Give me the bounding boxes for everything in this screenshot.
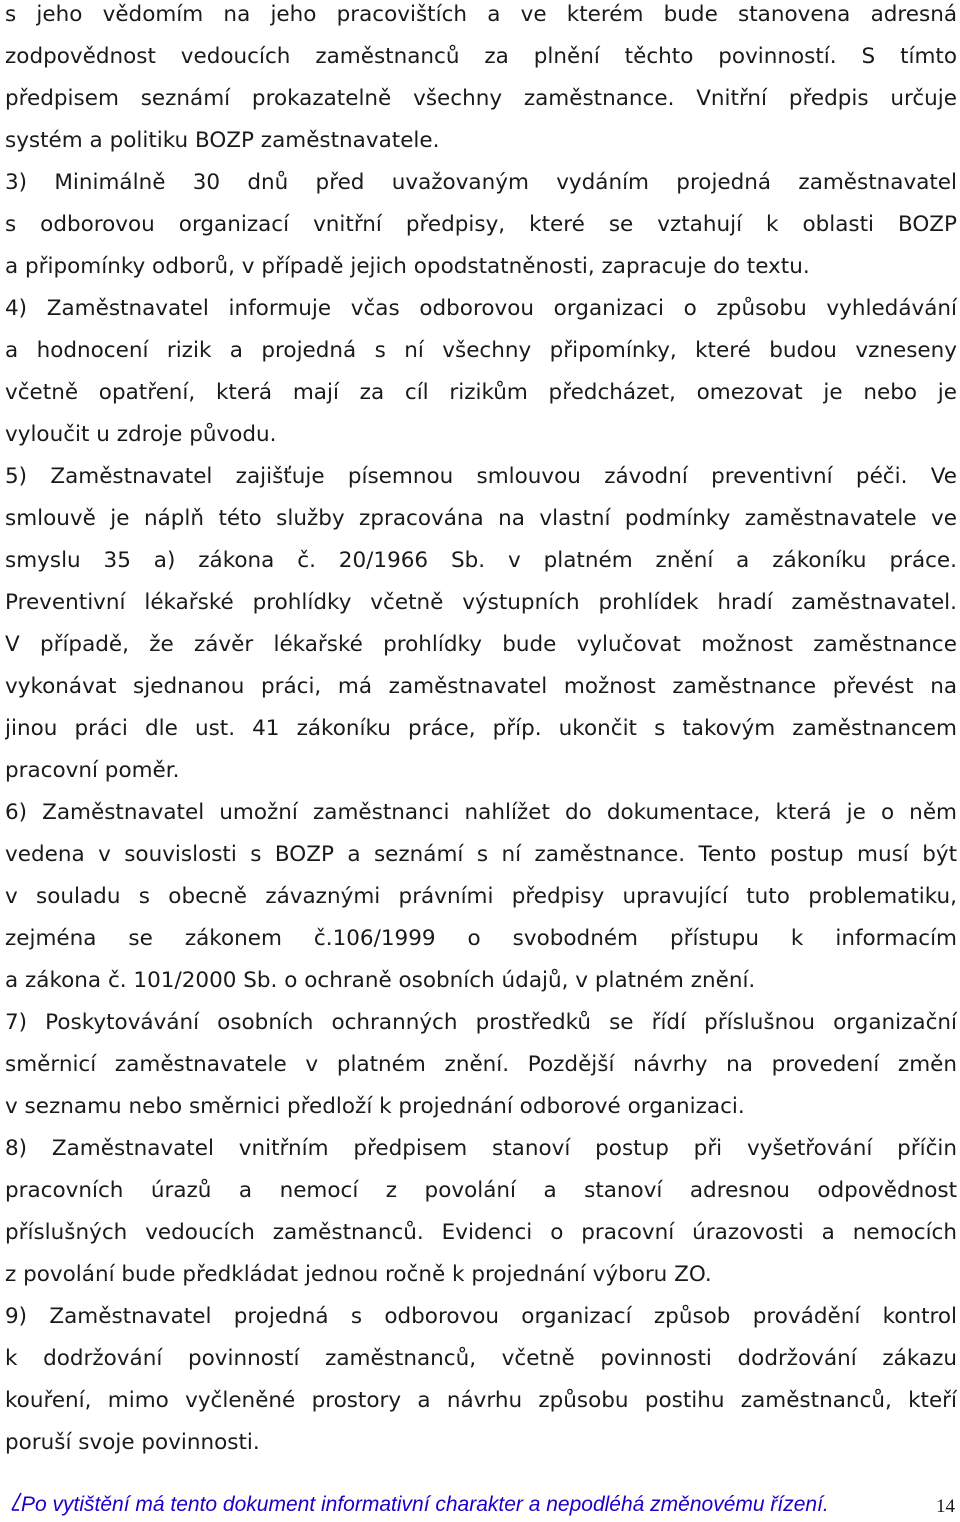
text-line: vedena v souvislosti s BOZP a seznámí s ní zaměstnance. Tento postup musí být (5, 842, 957, 867)
text-line: systém a politiku BOZP zaměstnavatele. (5, 128, 440, 153)
text-line: vyloučit u zdroje původu. (5, 422, 277, 447)
text-line: příslušných vedoucích zaměstnanců. Evidenci o pracovní úrazovosti a nemocích (5, 1220, 957, 1245)
text-line: 5) Zaměstnavatel zajišťuje písemnou smlouvou závodní preventivní péči. Ve (5, 464, 957, 489)
text-line: předpisem seznámí prokazatelně všechny zaměstnance. Vnitřní předpis určuje (5, 86, 957, 111)
text-line: Preventivní lékařské prohlídky včetně výstupních prohlídek hradí zaměstnavatel. (5, 590, 957, 615)
text-line: včetně opatření, která mají za cíl rizikům předcházet, omezovat je nebo je (5, 380, 957, 405)
text-line: 4) Zaměstnavatel informuje včas odborovou organizaci o způsobu vyhledávání (5, 296, 957, 321)
text-line: kouření, mimo vyčleněné prostory a návrhu způsobu postihu zaměstnanců, kteří (5, 1388, 957, 1413)
text-line: pracovní poměr. (5, 758, 180, 783)
text-line: smlouvě je náplň této služby zpracována na vlastní podmínky zaměstnavatele ve (5, 506, 957, 531)
text-line: 6) Zaměstnavatel umožní zaměstnanci nahlížet do dokumentace, která je o něm (5, 800, 957, 825)
text-line: 8) Zaměstnavatel vnitřním předpisem stanoví postup při vyšetřování příčin (5, 1136, 957, 1161)
text-line: poruší svoje povinnosti. (5, 1430, 260, 1455)
text-line: a zákona č. 101/2000 Sb. o ochraně osobních údajů, v platném znění. (5, 968, 756, 993)
page-footer (10, 1490, 955, 1520)
text-line: jinou práci dle ust. 41 zákoníku práce, příp. ukončit s takovým zaměstnancem (5, 716, 957, 741)
page-number: 14 (936, 1496, 955, 1517)
text-line: z povolání bude předkládat jednou ročně k projednání výboru ZO. (5, 1262, 712, 1287)
text-line: vykonávat sjednanou práci, má zaměstnavatel možnost zaměstnance převést na (5, 674, 957, 699)
text-line: a připomínky odborů, v případě jejich opodstatněnosti, zapracuje do textu. (5, 254, 810, 279)
text-line: zodpovědnost vedoucích zaměstnanců za plnění těchto povinností. S tímto (5, 44, 957, 69)
text-line: a hodnocení rizik a projedná s ní všechny připomínky, které budou vzneseny (5, 338, 957, 363)
text-line: v souladu s obecně závaznými právními předpisy upravující tuto problematiku, (5, 884, 957, 909)
text-line: v seznamu nebo směrnici předloží k projednání odborové organizaci. (5, 1094, 745, 1119)
text-line: s jeho vědomím na jeho pracovištích a ve kterém bude stanovena adresná (5, 2, 957, 27)
text-line: smyslu 35 a) zákona č. 20/1966 Sb. v platném znění a zákoníku práce. (5, 548, 957, 573)
text-line: 3) Minimálně 30 dnů před uvažovaným vydáním projedná zaměstnavatel (5, 170, 957, 195)
footer-note: Po vytištění má tento dokument informativní charakter a nepodléhá změnovému řízení. (21, 1493, 829, 1516)
text-line: 9) Zaměstnavatel projedná s odborovou organizací způsob provádění kontrol (5, 1304, 957, 1329)
text-line: 7) Poskytovávání osobních ochranných prostředků se řídí příslušnou organizační (5, 1010, 957, 1035)
text-line: k dodržování povinností zaměstnanců, včetně povinnosti dodržování zákazu (5, 1346, 957, 1371)
text-line: V případě, že závěr lékařské prohlídky bude vylučovat možnost zaměstnance (5, 632, 957, 657)
text-line: směrnicí zaměstnavatele v platném znění. Pozdější návrhy na provedení změn (5, 1052, 957, 1077)
text-line: zejména se zákonem č.106/1999 o svobodném přístupu k informacím (5, 926, 957, 951)
text-line: pracovních úrazů a nemocí z povolání a stanoví adresnou odpovědnost (5, 1178, 957, 1203)
text-line: s odborovou organizací vnitřní předpisy, které se vztahují k oblasti BOZP (5, 212, 957, 237)
